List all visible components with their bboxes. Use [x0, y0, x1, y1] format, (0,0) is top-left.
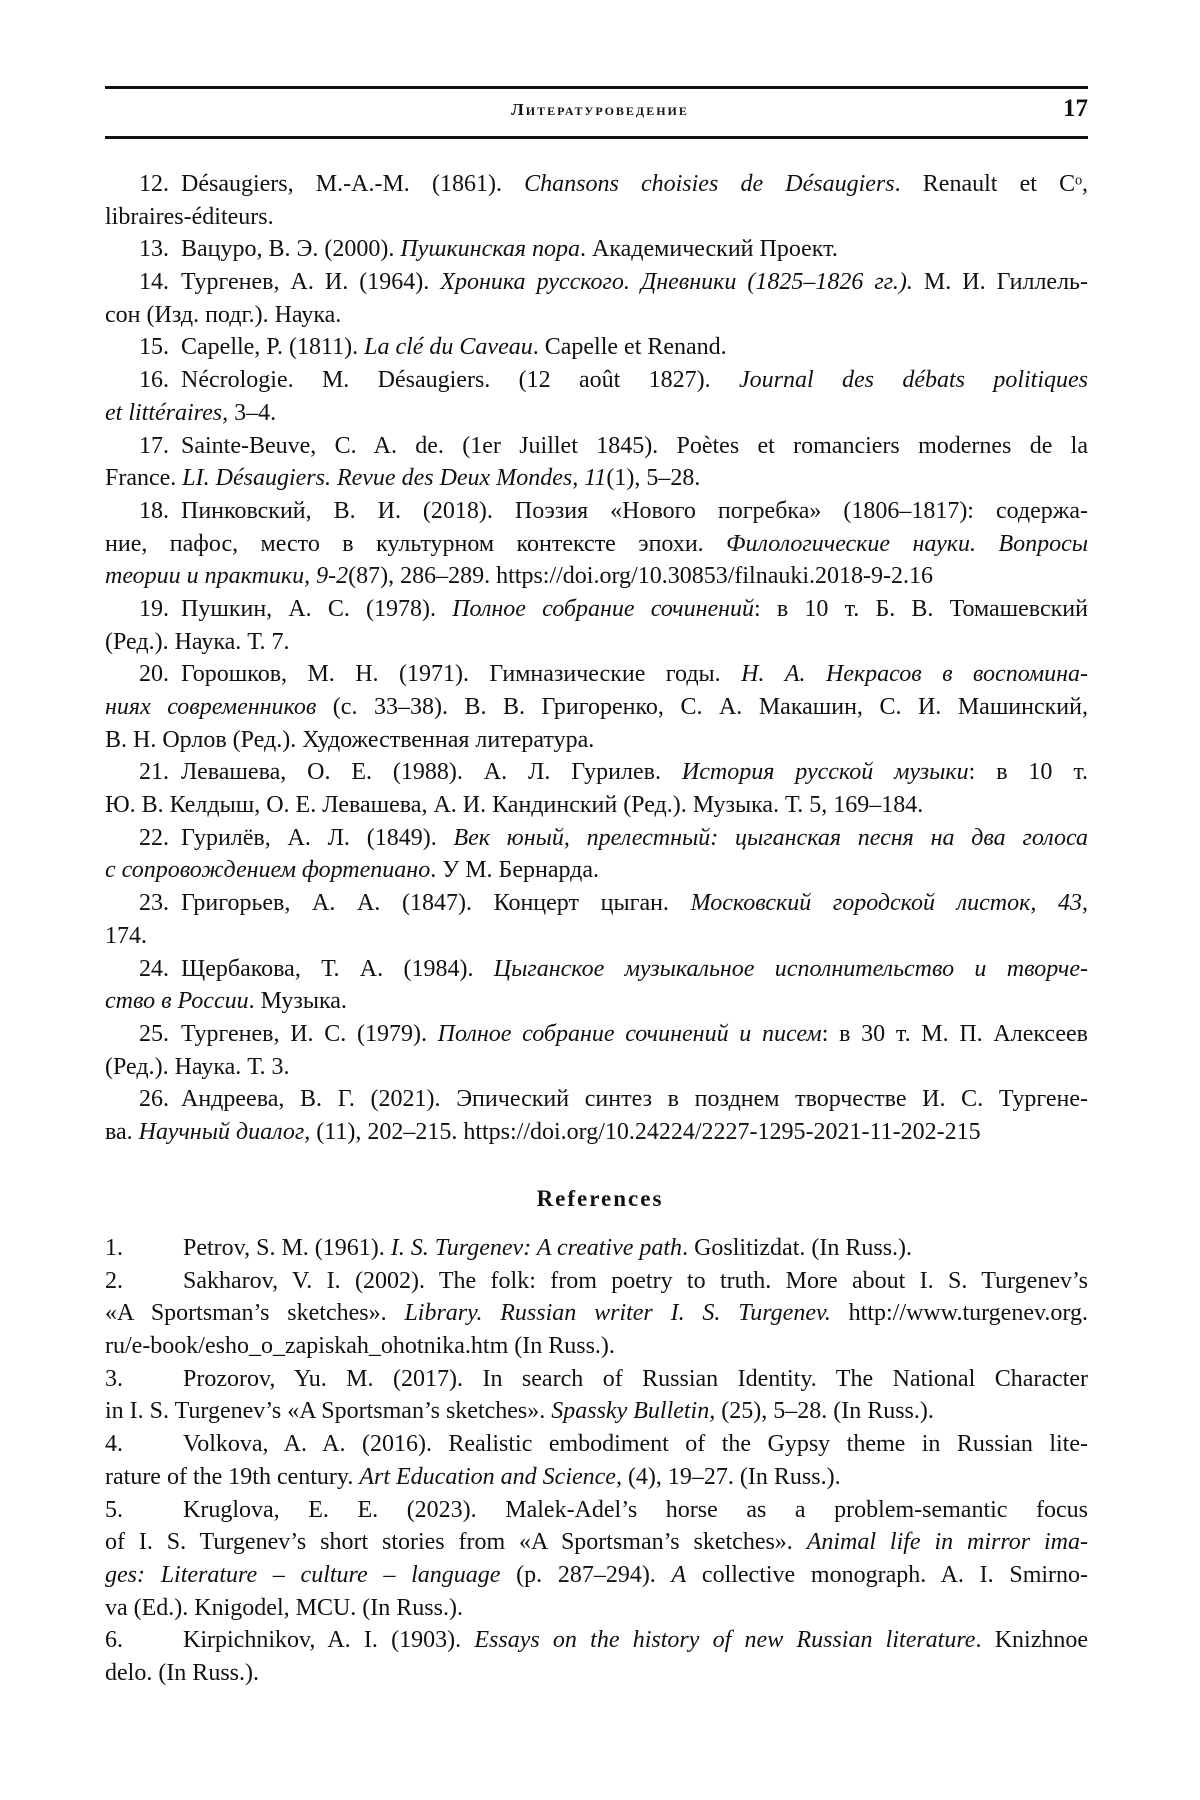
citation-text: Kruglova, E. E. (2023). Malek-Adel’s horse as a problem-semantic focus [183, 1497, 1088, 1523]
citation-text: . Академический Проект. [580, 236, 838, 262]
citation-text: (11), 202–215. https://doi.org/10.24224/2227-1295-2021-11-202-215 [310, 1119, 980, 1145]
citation-text: . Capelle et Renand. [533, 334, 727, 360]
reference-entry [105, 593, 1088, 658]
citation-text: 174. [105, 923, 147, 949]
italic-title-text: et littéraires, [105, 400, 228, 426]
citation-text: Nécrologie. M. Désaugiers. (12 août 1827). [181, 367, 739, 393]
citation-text: libraires-éditeurs. [105, 204, 274, 230]
text-line [105, 233, 1088, 266]
text-line [105, 462, 1088, 495]
citation-text: «A Sportsman’s sketches». [105, 1300, 404, 1326]
citation-text: . Музыка. [249, 988, 347, 1014]
citation-text: Андреева, В. Г. (2021). Эпический синтез в позднем творчестве И. С. Тургене- [181, 1086, 1088, 1112]
entry-number: 17. [139, 430, 169, 463]
citation-text: сон (Изд. подг.). Наука. [105, 302, 341, 328]
text-line [105, 658, 1088, 691]
citation-text: (87), 286–289. https://doi.org/10.30853/filnauki.2018-9-2.16 [348, 563, 933, 589]
text-line [105, 626, 1088, 659]
entry-number: 4. [105, 1428, 171, 1461]
citation-text: Capelle, P. (1811). [181, 334, 364, 360]
citation-text: Горошков, М. Н. (1971). Гимназические годы. [181, 661, 741, 687]
citation-text: (1), 5–28. [606, 465, 700, 491]
citation-text: delo. (In Russ.). [105, 1660, 259, 1686]
text-line [105, 724, 1088, 757]
entry-number: 1. [105, 1232, 171, 1265]
citation-text: Sainte-Beuve, C. A. de. (1er Juillet 1845). Poètes et romanciers modernes de la [181, 433, 1088, 459]
entry-number: 16. [139, 364, 169, 397]
citation-text: ние, пафос, место в культурном контексте эпохи. [105, 531, 726, 557]
citation-text: ва. [105, 1119, 139, 1145]
italic-title-text: ство в России [105, 988, 249, 1014]
text-line [105, 201, 1088, 234]
reference-entry [105, 1232, 1088, 1265]
text-line [105, 1363, 1088, 1396]
citation-text: Тургенев, И. С. (1979). [181, 1021, 438, 1047]
citation-text: Kirpichnikov, A. I. (1903). [183, 1627, 474, 1653]
running-header-title: Литературоведение [0, 100, 1200, 120]
text-line [105, 953, 1088, 986]
citation-text: (Ред.). Наука. Т. 3. [105, 1054, 290, 1080]
reference-entry [105, 1018, 1088, 1083]
entry-number: 22. [139, 822, 169, 855]
text-line [105, 299, 1088, 332]
citation-text: Пушкин, А. С. (1978). [181, 596, 452, 622]
text-line [105, 756, 1088, 789]
text-line [105, 168, 1088, 201]
entry-number: 19. [139, 593, 169, 626]
italic-title-text: Journal des débats politiques [739, 367, 1088, 393]
text-line [105, 1461, 1088, 1494]
italic-title-text: I. S. Turgenev: A creative path [391, 1235, 682, 1261]
text-line [105, 854, 1088, 887]
citation-text: in I. S. Turgenev’s «A Sportsman’s sketches». [105, 1398, 551, 1424]
page-number: 17 [1063, 95, 1088, 123]
italic-title-text: с сопровождением фортепиано [105, 857, 430, 883]
text-line [105, 1232, 1088, 1265]
italic-title-text: Chansons choisies de Désaugiers [524, 171, 895, 197]
italic-title-text: Spassky Bulletin, [551, 1398, 715, 1424]
text-line [105, 593, 1088, 626]
text-line [105, 331, 1088, 364]
italic-title-text: Цыганское музыкальное исполнительство и творче- [494, 956, 1088, 982]
entry-number: 25. [139, 1018, 169, 1051]
reference-entry [105, 495, 1088, 593]
text-line [105, 1494, 1088, 1527]
citation-text: Ю. В. Келдыш, О. Е. Левашева, А. И. Кандинский (Ред.). Музыка. Т. 5, 169–184. [105, 792, 923, 818]
reference-entry [105, 1363, 1088, 1428]
citation-text: . У М. Бернарда. [430, 857, 599, 883]
citation-text: (p. 287–294). [500, 1562, 671, 1588]
reference-entry [105, 233, 1088, 266]
citation-text: 3–4. [228, 400, 276, 426]
text-line [105, 528, 1088, 561]
italic-title-text: ges: Literature – culture – language [105, 1562, 500, 1588]
text-line [105, 1018, 1088, 1051]
entry-number: 12. [139, 168, 169, 201]
citation-text: (4), 19–27. (In Russ.). [622, 1464, 841, 1490]
citation-text: : в 10 т. Б. В. Томашевский [754, 596, 1088, 622]
italic-title-text: Library. Russian writer I. S. Turgenev. [404, 1300, 830, 1326]
entry-number: 5. [105, 1494, 171, 1527]
reference-entry [105, 1494, 1088, 1625]
references-heading: References [0, 1186, 1200, 1212]
text-line [105, 1657, 1088, 1690]
citation-text: В. Н. Орлов (Ред.). Художественная литература. [105, 727, 594, 753]
reference-entry [105, 822, 1088, 887]
entry-number: 23. [139, 887, 169, 920]
citation-text: Тургенев, А. И. (1964). [181, 269, 440, 295]
text-line [105, 560, 1088, 593]
citation-text: (25), 5–28. (In Russ.). [715, 1398, 934, 1424]
header-bottom-rule [105, 136, 1088, 139]
text-line [105, 789, 1088, 822]
citation-text: Левашева, О. Е. (1988). А. Л. Гурилев. [181, 759, 682, 785]
entry-number: 18. [139, 495, 169, 528]
text-line [105, 1116, 1088, 1149]
entry-number: 20. [139, 658, 169, 691]
citation-text: М. И. Гиллель- [913, 269, 1088, 295]
citation-text: va (Ed.). Knigodel, MCU. (In Russ.). [105, 1595, 463, 1621]
citation-text: (Ред.). Наука. Т. 7. [105, 629, 290, 655]
text-line [105, 691, 1088, 724]
citation-text: ru/e-book/esho_o_zapiskah_ohotnika.htm (In Russ.). [105, 1333, 615, 1359]
reference-entry [105, 266, 1088, 331]
italic-title-text: Научный диалог, [139, 1119, 311, 1145]
italic-title-text: Н. А. Некрасов в воспомина- [741, 661, 1088, 687]
citation-text: France. [105, 465, 182, 491]
header-top-rule [105, 86, 1088, 89]
italic-title-text: Animal life in mirror ima- [807, 1529, 1088, 1555]
text-line [105, 1526, 1088, 1559]
text-line [105, 1083, 1088, 1116]
text-line [105, 1051, 1088, 1084]
text-line [105, 985, 1088, 1018]
citation-text: of I. S. Turgenev’s short stories from «A Sportsman’s sketches». [105, 1529, 807, 1555]
text-line [105, 1395, 1088, 1428]
citation-text: : в 30 т. М. П. Алексеев [822, 1021, 1088, 1047]
citation-text: http://www.turgenev.org. [831, 1300, 1088, 1326]
citation-text: Вацуро, В. Э. (2000). [181, 236, 400, 262]
entry-number: 24. [139, 953, 169, 986]
text-line [105, 1330, 1088, 1363]
reference-entry [105, 168, 1088, 233]
italic-title-text: A [672, 1562, 687, 1588]
entry-number: 2. [105, 1265, 171, 1298]
entry-number: 26. [139, 1083, 169, 1116]
reference-entry [105, 1083, 1088, 1148]
references-list [105, 1232, 1088, 1690]
reference-entry [105, 331, 1088, 364]
text-line [105, 920, 1088, 953]
citation-text: Пинковский, В. И. (2018). Поэзия «Нового погребка» (1806–1817): содержа- [181, 498, 1088, 524]
text-line [105, 1624, 1088, 1657]
citation-text: Prozorov, Yu. M. (2017). In search of Russian Identity. The National Character [183, 1366, 1088, 1392]
citation-text: rature of the 19th century. [105, 1464, 359, 1490]
entry-number: 6. [105, 1624, 171, 1657]
entry-number: 15. [139, 331, 169, 364]
citation-text: (с. 33–38). В. В. Григоренко, С. А. Макашин, С. И. Машинский, [316, 694, 1088, 720]
reference-entry [105, 658, 1088, 756]
reference-entry [105, 756, 1088, 821]
bibliography-list [105, 168, 1088, 1149]
citation-text: Григорьев, А. А. (1847). Концерт цыган. [181, 890, 691, 916]
text-line [105, 887, 1088, 920]
italic-title-text: LI. Désaugiers. Revue des Deux Mondes, 11 [182, 465, 606, 491]
citation-text: Sakharov, V. I. (2002). The folk: from poetry to truth. More about I. S. Turgenev’s [183, 1268, 1088, 1294]
text-line [105, 1428, 1088, 1461]
text-line [105, 430, 1088, 463]
entry-number: 3. [105, 1363, 171, 1396]
entry-number: 14. [139, 266, 169, 299]
reference-entry [105, 430, 1088, 495]
citation-text: . Goslitizdat. (In Russ.). [682, 1235, 912, 1261]
reference-entry [105, 953, 1088, 1018]
citation-text: . Renault et Cᵒ, [895, 171, 1088, 197]
citation-text: Гурилёв, А. Л. (1849). [181, 825, 453, 851]
reference-entry [105, 887, 1088, 952]
italic-title-text: Век юный, прелестный: цыганская песня на два голоса [453, 825, 1088, 851]
italic-title-text: Полное собрание сочинений [452, 596, 754, 622]
italic-title-text: История русской музыки [682, 759, 969, 785]
citation-text: collective monograph. A. I. Smirno- [686, 1562, 1088, 1588]
italic-title-text: Essays on the history of new Russian literature [474, 1627, 975, 1653]
italic-title-text: Хроника русского. Дневники (1825–1826 гг.). [440, 269, 913, 295]
italic-title-text: Пушкинская пора [400, 236, 580, 262]
italic-title-text: Филологические науки. Вопросы [726, 531, 1088, 557]
italic-title-text: Полное собрание сочинений и писем [438, 1021, 822, 1047]
citation-text: . Knizhnoe [975, 1627, 1088, 1653]
citation-text: Petrov, S. M. (1961). [183, 1235, 391, 1261]
entry-number: 21. [139, 756, 169, 789]
reference-entry [105, 364, 1088, 429]
italic-title-text: теории и практики, 9-2 [105, 563, 348, 589]
text-line [105, 822, 1088, 855]
citation-text: Désaugiers, M.-A.-M. (1861). [181, 171, 524, 197]
reference-entry [105, 1265, 1088, 1363]
text-line [105, 397, 1088, 430]
text-line [105, 1559, 1088, 1592]
italic-title-text: La clé du Caveau [364, 334, 533, 360]
text-line [105, 1297, 1088, 1330]
text-line [105, 1265, 1088, 1298]
citation-text: Щербакова, Т. А. (1984). [181, 956, 494, 982]
text-line [105, 266, 1088, 299]
text-line [105, 1592, 1088, 1625]
text-line [105, 364, 1088, 397]
reference-entry [105, 1624, 1088, 1689]
italic-title-text: Art Education and Science, [359, 1464, 622, 1490]
citation-text: : в 10 т. [969, 759, 1088, 785]
italic-title-text: ниях современников [105, 694, 316, 720]
italic-title-text: Московский городской листок, 43, [691, 890, 1088, 916]
text-line [105, 495, 1088, 528]
citation-text: Volkova, A. A. (2016). Realistic embodiment of the Gypsy theme in Russian lite- [183, 1431, 1088, 1457]
reference-entry [105, 1428, 1088, 1493]
entry-number: 13. [139, 233, 169, 266]
